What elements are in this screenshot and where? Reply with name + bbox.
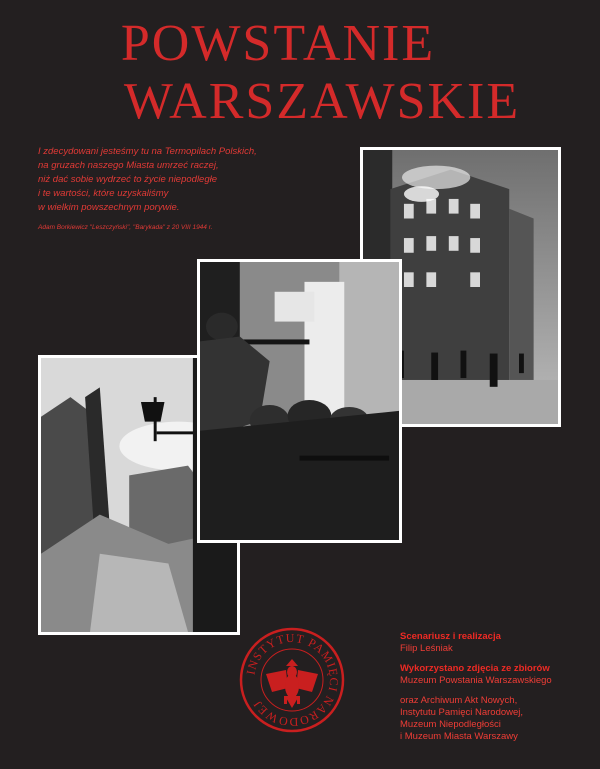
seal-text: INSTYTUT PAMIĘCI NARODOWEJ	[243, 630, 342, 730]
credits-scenario-name: Filip Leśniak	[400, 643, 453, 654]
quote-citation: Adam Borkiewicz "Leszczyński", "Barykada" z 20 VIII 1944 r.	[38, 224, 213, 231]
eagle-icon	[266, 659, 318, 708]
credits-other-line: oraz Archiwum Akt Nowych,	[400, 695, 518, 706]
credits	[400, 631, 590, 743]
quote-line: niż dać sobie wydrzeć to życie niepodległe	[38, 174, 218, 185]
credits-scenario-heading: Scenariusz i realizacja	[400, 631, 501, 642]
quote-line: I zdecydowani jesteśmy tu na Termopilach Polskich,	[38, 146, 257, 157]
title-line-1: POWSTANIE	[120, 15, 436, 72]
quote-line: w wielkim powszechnym porywie.	[38, 202, 180, 213]
credits-photos-heading: Wykorzystano zdjęcia ze zbiorów	[400, 663, 550, 674]
credits-photos-source: Muzeum Powstania Warszawskiego	[400, 675, 552, 686]
credits-other-line: Instytutu Pamięci Narodowej,	[400, 707, 524, 718]
credits-other-line: i Muzeum Miasta Warszawy	[400, 731, 518, 742]
ipn-seal	[238, 626, 346, 734]
title-line-2: WARSZAWSKIE	[123, 73, 521, 130]
credits-other-line: Muzeum Niepodległości	[400, 719, 501, 730]
quote	[38, 145, 358, 215]
quote-line: i te wartości, które uzyskaliśmy	[38, 188, 169, 199]
quote-line: na gruzach naszego Miasta umrzeć raczej,	[38, 160, 219, 171]
photo-soldiers	[197, 259, 402, 543]
